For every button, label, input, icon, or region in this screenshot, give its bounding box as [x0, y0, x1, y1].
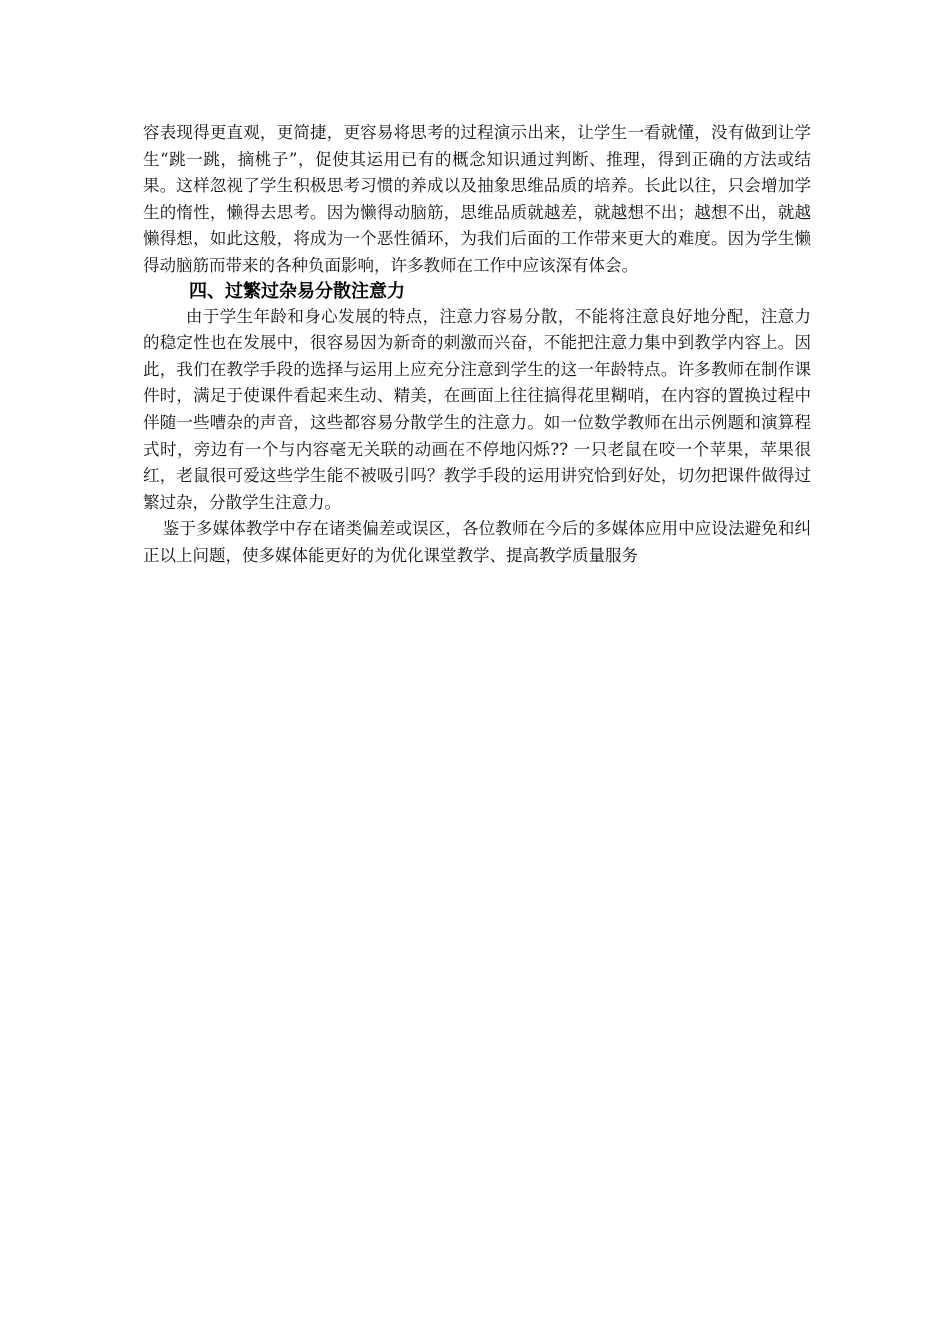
- paragraph-continuation: 容表现得更直观，更简捷，更容易将思考的过程演示出来，让学生一看就懂，没有做到让学生“跳一跳，摘桃子”，促使其运用已有的概念知识通过判断、推理，得到正确的方法或结果。这样忽视了学生积极思考习惯的养成以及抽象思维品质的培养。长此以往，只会增加学生的惰性，懒得去思考。因为懒得动脑筋，思维品质就越差，就越想不出；越想不出，就越懒得想，如此这般，将成为一个恶性循环，为我们后面的工作带来更大的难度。因为学生懒得动脑筋而带来的各种负面影响，许多教师在工作中应该深有体会。: [143, 123, 811, 275]
- document-body: [143, 120, 811, 570]
- paragraph-attention: 由于学生年龄和身心发展的特点，注意力容易分散，不能将注意良好地分配，注意力的稳定性也在发展中，很容易因为新奇的刺激而兴奋，不能把注意力集中到教学内容上。因此，我们在教学手段的选择与运用上应充分注意到学生的这一年龄特点。许多教师在制作课件时，满足于使课件看起来生动、精美，在画面上往往搞得花里糊哨，在内容的置换过程中伴随一些嘈杂的声音，这些都容易分散学生的注意力。如一位数学教师在出示例题和演算程式时，旁边有一个与内容毫无关联的动画在不停地闪烁?? 一只老鼠在咬一个苹果，苹果很红，老鼠很可爱这些学生能不被吸引吗？教学手段的运用讲究恰到好处，切勿把课件做得过繁过杂，分散学生注意力。: [143, 306, 811, 512]
- paragraph-conclusion: 鉴于多媒体教学中存在诸类偏差或误区，各位教师在今后的多媒体应用中应设法避免和纠正以上问题，使多媒体能更好的为优化课堂教学、提高教学质量服务: [143, 519, 811, 565]
- section-heading: 四、过繁过杂易分散注意力: [189, 280, 405, 302]
